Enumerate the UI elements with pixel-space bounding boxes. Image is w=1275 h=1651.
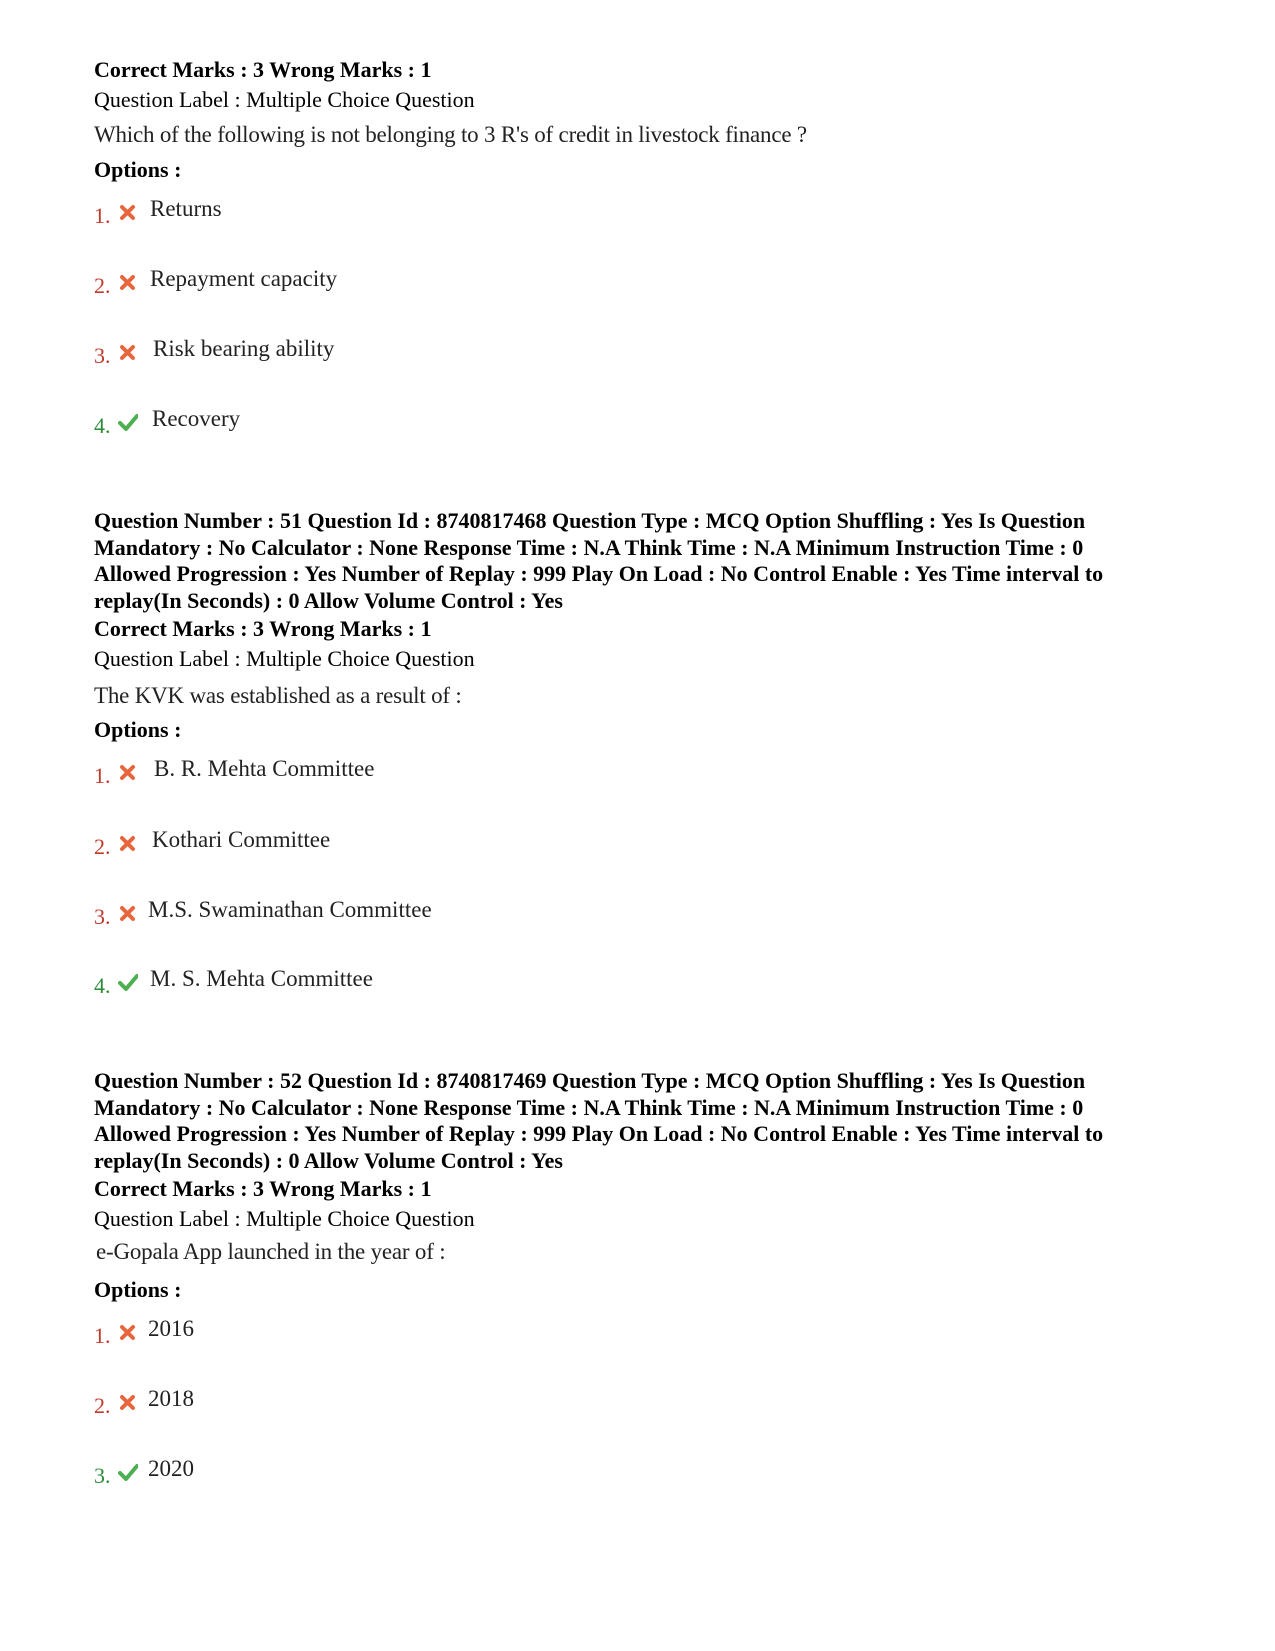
option-text: M.S. Swaminathan Committee (148, 897, 432, 922)
meta-line: Allowed Progression : Yes Number of Replay : 999 Play On Load : No Control Enable : Yes Time interval to (94, 1121, 1104, 1146)
cross-icon (118, 272, 138, 292)
question-text: e-Gopala App launched in the year of : (96, 1239, 446, 1264)
meta-line: Question Number : 51 Question Id : 8740817468 Question Type : MCQ Option Shuffling : Yes Is Question (94, 508, 1086, 533)
cross-icon (118, 1392, 138, 1412)
option-text: Kothari Committee (152, 827, 331, 852)
option-text: 2018 (148, 1386, 194, 1411)
option-number: 2. (94, 1393, 111, 1418)
options-heading: Options : (94, 1277, 182, 1302)
option-text: M. S. Mehta Committee (150, 966, 373, 991)
option-number: 3. (94, 343, 111, 368)
meta-line: Mandatory : No Calculator : None Response Time : N.A Think Time : N.A Minimum Instruction Time : 0 (94, 534, 1084, 560)
meta-line: replay(In Seconds) : 0 Allow Volume Control : Yes (94, 587, 563, 613)
option-text: Recovery (152, 406, 241, 431)
cross-icon (118, 342, 138, 362)
option-number: 2. (94, 834, 111, 859)
option-text: Returns (150, 196, 222, 221)
cross-icon (118, 833, 138, 853)
option-number: 3. (94, 904, 111, 929)
option-text: B. R. Mehta Committee (154, 756, 375, 781)
question-meta (94, 508, 1224, 614)
meta-line: Allowed Progression : Yes Number of Replay : 999 Play On Load : No Control Enable : Yes Time interval to (94, 561, 1104, 586)
check-icon (118, 1462, 138, 1482)
cross-icon (118, 903, 138, 923)
question-meta (94, 1068, 1224, 1174)
question-text: The KVK was established as a result of : (94, 683, 462, 708)
option-number: 2. (94, 273, 111, 298)
cross-icon (118, 1322, 138, 1342)
check-icon (118, 972, 138, 992)
option-number: 4. (94, 973, 111, 998)
meta-line: replay(In Seconds) : 0 Allow Volume Control : Yes (94, 1147, 563, 1173)
options-heading: Options : (94, 157, 182, 182)
option-number: 3. (94, 1463, 111, 1488)
marks-line: Correct Marks : 3 Wrong Marks : 1 (94, 616, 432, 641)
meta-line: Mandatory : No Calculator : None Response Time : N.A Think Time : N.A Minimum Instruction Time : 0 (94, 1094, 1084, 1120)
question-label: Question Label : Multiple Choice Question (94, 1206, 475, 1231)
options-heading: Options : (94, 717, 182, 742)
option-number: 1. (94, 203, 111, 228)
option-text: 2016 (148, 1316, 194, 1341)
question-label: Question Label : Multiple Choice Question (94, 646, 475, 671)
check-icon (118, 412, 138, 432)
question-text: Which of the following is not belonging to 3 R's of credit in livestock finance ? (94, 122, 807, 147)
option-number: 1. (94, 763, 111, 788)
option-number: 1. (94, 1323, 111, 1348)
cross-icon (118, 762, 138, 782)
marks-line: Correct Marks : 3 Wrong Marks : 1 (94, 57, 432, 82)
cross-icon (118, 202, 138, 222)
option-text: Risk bearing ability (153, 336, 335, 361)
option-text: 2020 (148, 1456, 194, 1481)
option-number: 4. (94, 413, 111, 438)
option-text: Repayment capacity (150, 266, 338, 291)
meta-line: Question Number : 52 Question Id : 8740817469 Question Type : MCQ Option Shuffling : Yes Is Question (94, 1068, 1086, 1093)
marks-line: Correct Marks : 3 Wrong Marks : 1 (94, 1176, 432, 1201)
question-label: Question Label : Multiple Choice Question (94, 87, 475, 112)
